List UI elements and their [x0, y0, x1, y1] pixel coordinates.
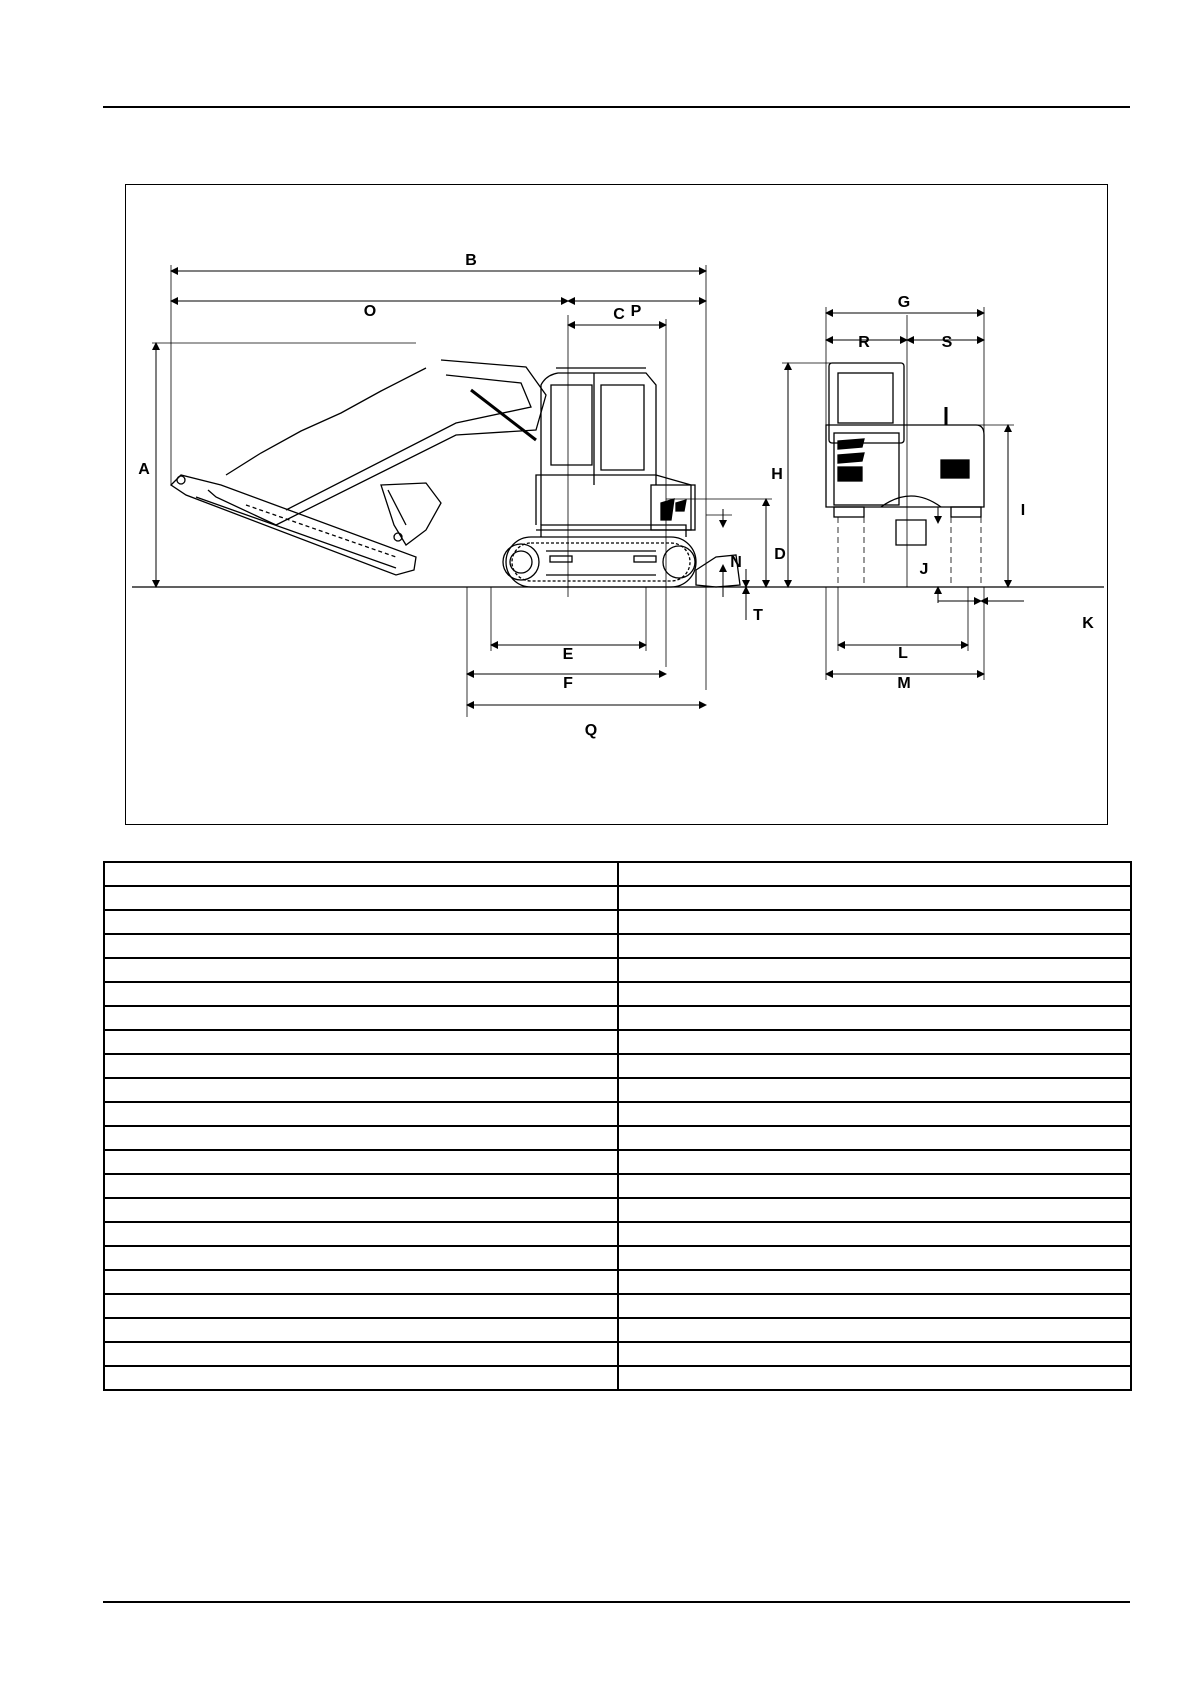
cab: [541, 373, 656, 525]
dimension-cell: [104, 1078, 618, 1102]
value-cell: [618, 934, 1131, 958]
table-row: [104, 958, 1131, 982]
dimension-cell: [104, 1126, 618, 1150]
dimension-cell: [104, 1030, 618, 1054]
value-cell: [618, 1078, 1131, 1102]
side-view: [171, 315, 740, 597]
value-cell: [618, 910, 1131, 934]
label-c: C: [613, 306, 625, 323]
dimension-cell: [104, 910, 618, 934]
value-cell: [618, 1198, 1131, 1222]
footer-rule: [103, 1601, 1130, 1603]
label-r: R: [858, 334, 870, 351]
value-cell: [618, 1318, 1131, 1342]
table-row: [104, 1126, 1131, 1150]
label-g: G: [897, 294, 911, 311]
label-a: A: [138, 461, 150, 478]
table-row: [104, 1174, 1131, 1198]
table-row: [104, 1366, 1131, 1390]
dimension-table-body: [104, 862, 1131, 1390]
dimension-cell: [104, 862, 618, 886]
table-row: [104, 1198, 1131, 1222]
table-row: [104, 1294, 1131, 1318]
value-cell: [618, 1366, 1131, 1390]
dimension-cell: [104, 1102, 618, 1126]
sprocket: [503, 544, 539, 580]
dimension-cell: [104, 1366, 618, 1390]
dimension-cell: [104, 1246, 618, 1270]
label-n: N: [730, 554, 742, 571]
dimension-cell: [104, 1174, 618, 1198]
label-d: D: [774, 546, 786, 563]
value-cell: [618, 1030, 1131, 1054]
label-f: F: [563, 675, 573, 692]
dimension-cell: [104, 934, 618, 958]
label-s: S: [941, 334, 953, 351]
table-row: [104, 982, 1131, 1006]
value-cell: [618, 862, 1131, 886]
excavator-drawing: [126, 185, 1109, 826]
value-cell: [618, 1126, 1131, 1150]
table-row: [104, 1030, 1131, 1054]
table-row: [104, 1150, 1131, 1174]
dimension-cell: [104, 1222, 618, 1246]
boom: [208, 360, 546, 525]
dimension-cell: [104, 1318, 618, 1342]
label-b: B: [465, 252, 477, 269]
label-m: M: [897, 675, 911, 692]
dimension-cell: [104, 958, 618, 982]
table-row: [104, 1270, 1131, 1294]
table-row: [104, 1102, 1131, 1126]
table-row: [104, 1054, 1131, 1078]
track-outline: [506, 537, 696, 587]
value-cell: [618, 886, 1131, 910]
dimension-cell: [104, 1294, 618, 1318]
value-cell: [618, 1006, 1131, 1030]
value-cell: [618, 1246, 1131, 1270]
table-row: [104, 862, 1131, 886]
value-cell: [618, 1342, 1131, 1366]
value-cell: [618, 958, 1131, 982]
label-j: J: [919, 561, 929, 578]
value-cell: [618, 1102, 1131, 1126]
dimension-cell: [104, 1270, 618, 1294]
dimension-cell: [104, 1054, 618, 1078]
value-cell: [618, 1270, 1131, 1294]
bucket: [381, 483, 441, 545]
dimension-cell: [104, 1150, 618, 1174]
value-cell: [618, 1222, 1131, 1246]
table-row: [104, 1342, 1131, 1366]
value-cell: [618, 1150, 1131, 1174]
dimension-table: [103, 861, 1132, 1391]
table-row: [104, 1318, 1131, 1342]
dimension-cell: [104, 886, 618, 910]
dimension-cell: [104, 1198, 618, 1222]
dimension-cell: [104, 1342, 618, 1366]
table-row: [104, 1222, 1131, 1246]
dimension-cell: [104, 982, 618, 1006]
value-cell: [618, 1294, 1131, 1318]
front-view: [826, 315, 984, 587]
label-k: K: [1082, 615, 1094, 632]
label-i: I: [1020, 502, 1026, 519]
arm: [171, 475, 416, 575]
value-cell: [618, 1174, 1131, 1198]
dimension-cell: [104, 1006, 618, 1030]
label-t: T: [753, 607, 763, 624]
label-o: O: [363, 303, 377, 320]
table-row: [104, 886, 1131, 910]
label-h: H: [771, 466, 783, 483]
value-cell: [618, 1054, 1131, 1078]
label-l: L: [898, 645, 908, 662]
label-e: E: [562, 646, 574, 663]
table-row: [104, 910, 1131, 934]
value-cell: [618, 982, 1131, 1006]
label-q: Q: [584, 722, 598, 739]
header-rule: [103, 106, 1130, 108]
label-p: P: [630, 303, 642, 320]
table-row: [104, 1246, 1131, 1270]
table-row: [104, 1078, 1131, 1102]
dimension-drawing: [125, 184, 1108, 825]
table-row: [104, 1006, 1131, 1030]
table-row: [104, 934, 1131, 958]
